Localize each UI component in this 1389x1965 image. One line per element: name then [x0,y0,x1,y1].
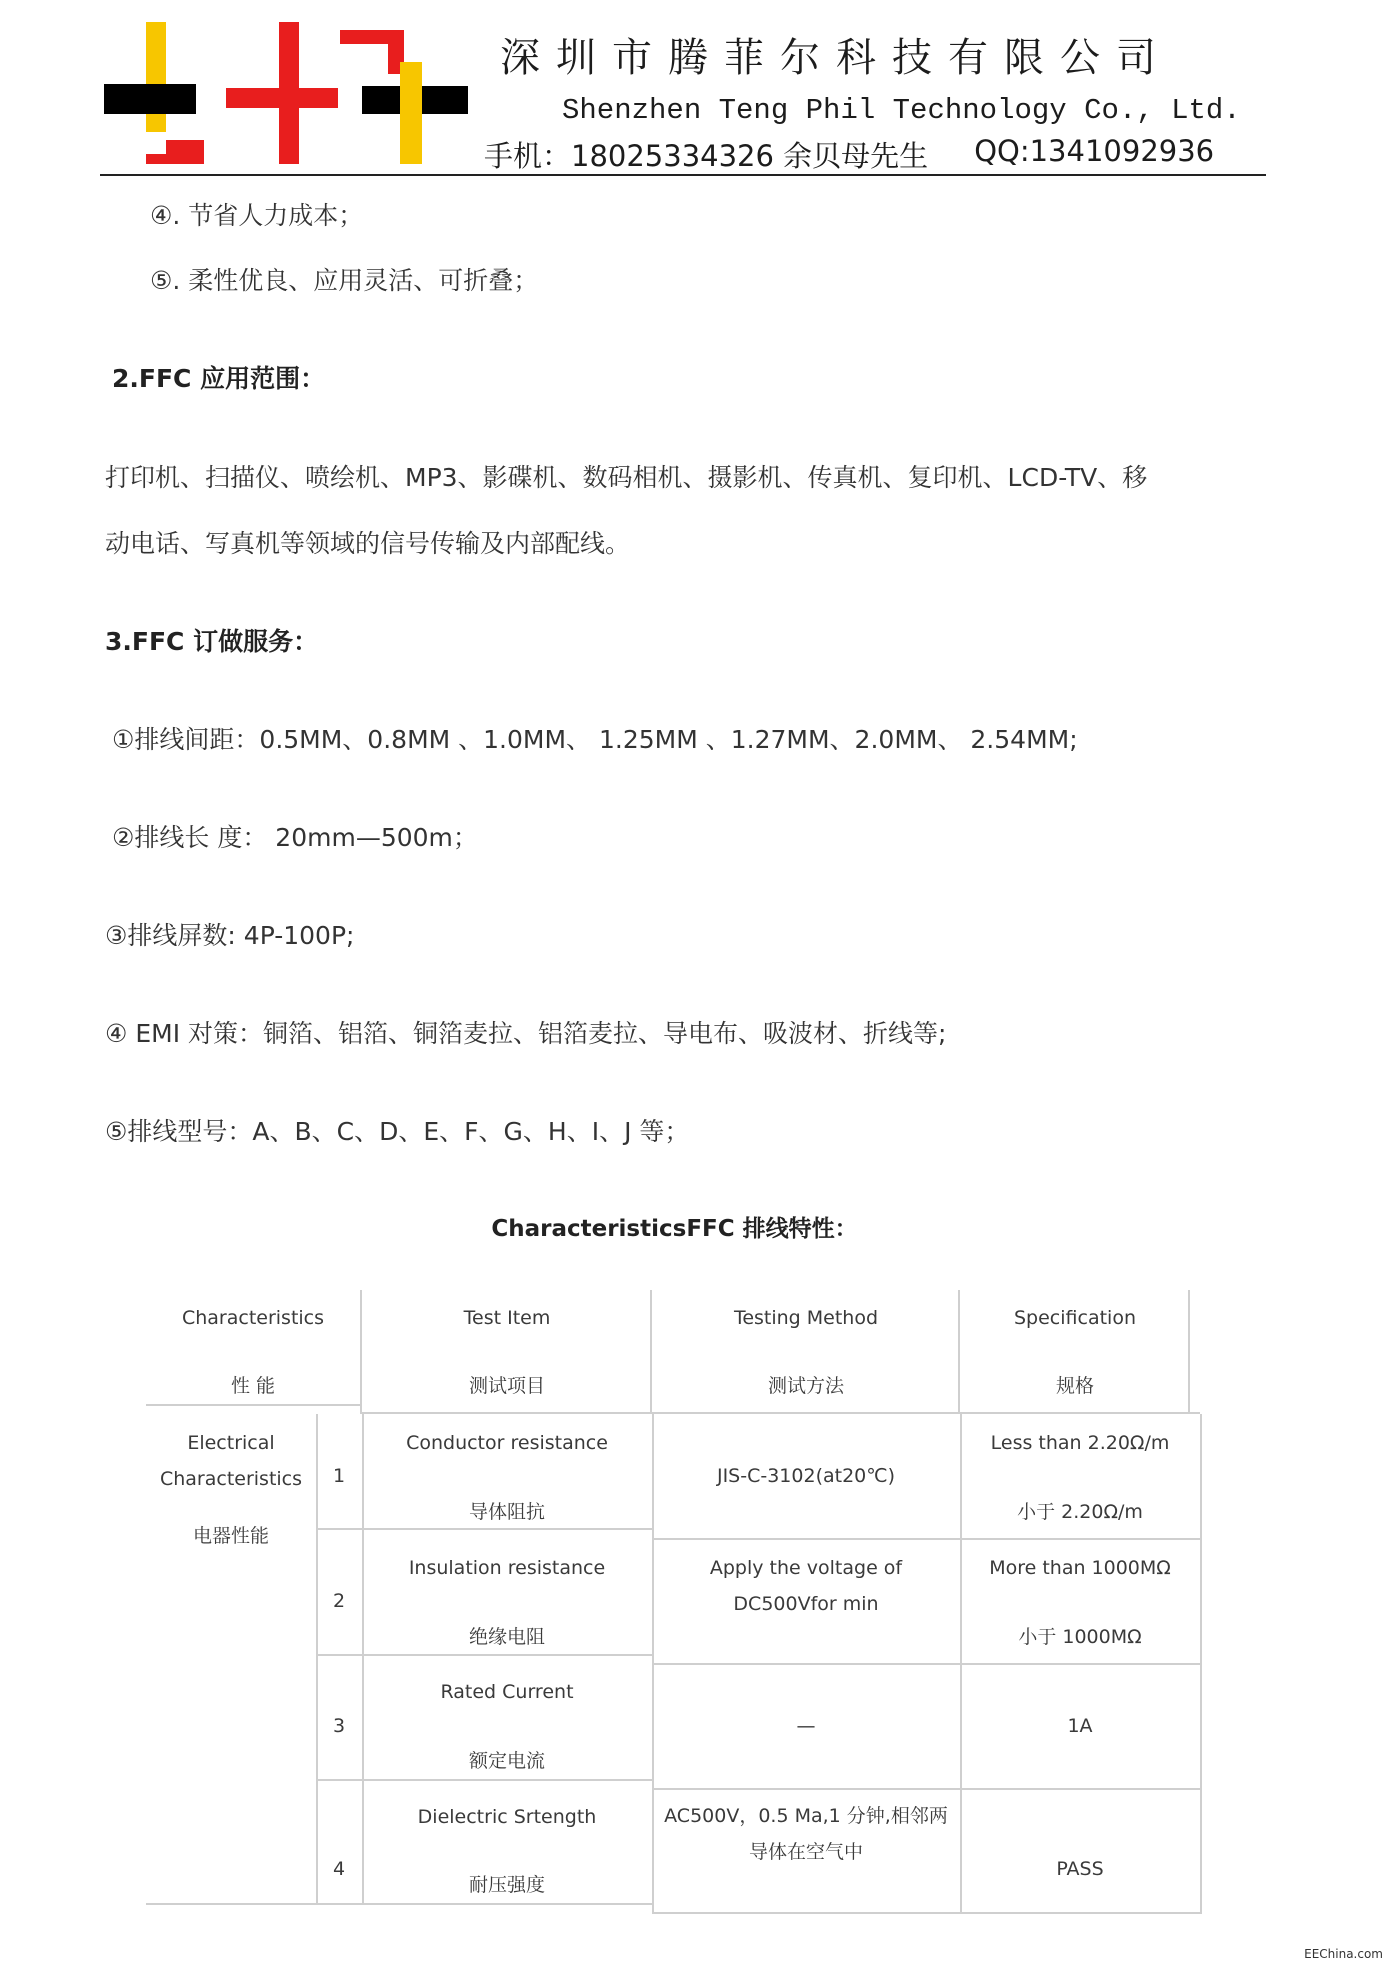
section-2-text-line-1: 打印机、扫描仪、喷绘机、MP3、影碟机、数码相机、摄影机、传真机、复印机、LCD-TV、移 [105,463,1148,492]
test-item-en: Conductor resistance [406,1432,608,1454]
testing-method-line-2: DC500Vfor min [733,1593,879,1615]
specification-cn: 小于 2.20Ω/m [1017,1501,1143,1523]
service-item-3: ③排线屏数: 4P-100P; [105,921,355,950]
row-number: 3 [332,1715,346,1737]
testing-method-line-2: 导体在空气中 [748,1841,863,1863]
header-test-item-en: Test Item [463,1307,551,1329]
specification: 1A [1067,1715,1093,1737]
table-title: CharacteristicsFFC 排线特性： [491,1216,858,1242]
advantage-item-4: ④. 节省人力成本； [150,201,364,230]
row-number: 1 [332,1465,346,1487]
section-3-heading: 3.FFC 订做服务： [105,627,319,656]
header-characteristics-en: Characteristics [181,1307,325,1329]
table-rule [652,1663,1200,1665]
table-rule [652,1538,1200,1540]
testing-method: — [796,1715,816,1737]
header-test-item-cn: 测试项目 [468,1375,545,1397]
table-rule [146,1404,362,1406]
specification: Less than 2.20Ω/m [990,1432,1170,1454]
header-spec-cn: 规格 [1055,1375,1094,1397]
testing-method: JIS-C-3102(at20℃) [716,1465,896,1487]
service-item-2: ②排线长 度： 20mm—500m； [112,823,478,852]
test-item-cn: 导体阻抗 [468,1501,545,1523]
test-item-en: Dielectric Srtength [417,1806,597,1828]
table-rule [652,1912,1200,1914]
row-number: 4 [332,1858,346,1880]
table-rule [1200,1414,1202,1914]
specification: More than 1000MΩ [989,1557,1171,1579]
test-item-cn: 耐压强度 [468,1874,545,1896]
row-number: 2 [332,1590,346,1612]
header-method-en: Testing Method [733,1307,879,1329]
table-rule [316,1779,652,1781]
service-item-4: ④ EMI 对策：铜箔、铝箔、铜箔麦拉、铝箔麦拉、导电布、吸波材、折线等; [105,1019,947,1048]
specification-cn: 小于 1000MΩ [1018,1626,1142,1648]
company-name-en: Shenzhen Teng Phil Technology Co., Ltd. [562,94,1241,127]
phone-contact: 手机：18025334326 余贝母先生 [484,139,929,173]
group-label-line-2: Characteristics [159,1468,303,1490]
testing-method: Apply the voltage of [709,1557,903,1579]
table-rule [362,1412,1200,1414]
advantage-item-5: ⑤. 柔性优良、应用灵活、可折叠； [150,266,539,295]
header-method-cn: 测试方法 [767,1375,844,1397]
specification: PASS [1056,1858,1104,1880]
section-2-heading: 2.FFC 应用范围： [112,364,326,393]
group-label-cn: 电器性能 [192,1525,269,1547]
site-watermark: EEChina.com [1304,1947,1383,1961]
section-2-text-line-2: 动电话、写真机等领域的信号传输及内部配线。 [105,529,631,558]
header-characteristics-cn: 性 能 [230,1375,276,1397]
service-item-5: ⑤排线型号：A、B、C、D、E、F、G、H、I、J 等； [105,1117,690,1146]
table-rule [652,1788,1200,1790]
table-rule [146,1903,652,1905]
header-spec-en: Specification [1014,1307,1136,1329]
qq-contact: QQ:1341092936 [974,134,1215,168]
test-item-en: Rated Current [440,1681,574,1703]
testing-method: AC500V，0.5 Ma,1 分钟,相邻两 [664,1805,948,1827]
test-item-cn: 绝缘电阻 [468,1626,545,1648]
table-rule [960,1414,962,1914]
company-name-cn: 深圳市腾菲尔科技有限公司 [500,35,1172,81]
service-item-1: ①排线间距：0.5MM、0.8MM 、1.0MM、 1.25MM 、1.27MM、2.0MM、 2.54MM; [112,725,1078,754]
test-item-en: Insulation resistance [408,1557,606,1579]
test-item-cn: 额定电流 [468,1750,545,1772]
group-label-line-1: Electrical [187,1432,275,1454]
